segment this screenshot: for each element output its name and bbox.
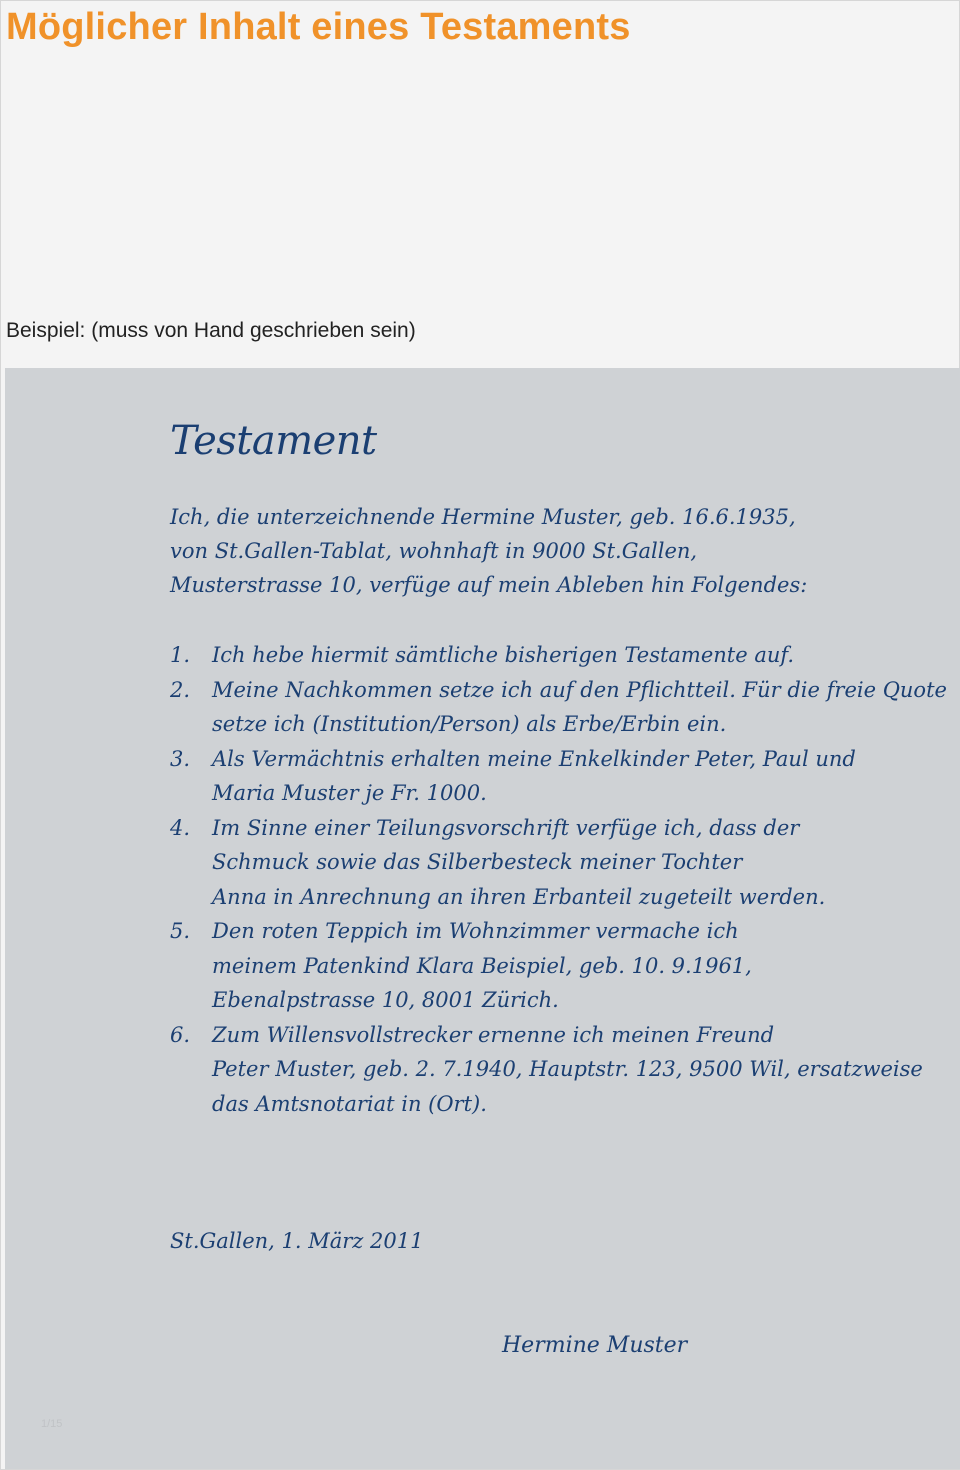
provision-item xyxy=(170,673,947,742)
provision-line: Zum Willensvollstrecker ernenne ich meinen Freund xyxy=(212,1022,775,1047)
signature: Hermine Muster xyxy=(502,1333,688,1358)
page-number: 1/15 xyxy=(41,1418,63,1430)
intro-line: Musterstrasse 10, verfüge auf mein Ableben hin Folgendes: xyxy=(170,573,808,597)
provision-text xyxy=(212,673,947,742)
provision-line: Schmuck sowie das Silberbesteck meiner Tochter xyxy=(212,850,743,874)
provision-line: Ich hebe hiermit sämtliche bisherigen Testamente auf. xyxy=(212,643,795,667)
intro-line: von St.Gallen-Tablat, wohnhaft in 9000 St.Gallen, xyxy=(170,539,698,563)
page-title: Möglicher Inhalt eines Testaments xyxy=(6,6,631,48)
provision-line: Maria Muster je Fr. 1000. xyxy=(212,781,487,805)
provision-line: setze ich (Institution/Person) als Erbe/Erbin ein. xyxy=(212,712,727,736)
provision-text xyxy=(212,742,910,811)
provision-text xyxy=(212,1018,923,1122)
provision-line: Peter Muster, geb. 2. 7.1940, Hauptstr. 123, 9500 Wil, ersatzweise xyxy=(212,1057,923,1081)
provision-line: Im Sinne einer Teilungsvorschrift verfüge ich, dass der xyxy=(212,815,800,840)
testament-intro xyxy=(170,500,890,602)
provision-number: 4. xyxy=(170,815,191,840)
provision-line: Als Vermächtnis erhalten meine Enkelkinder Peter, Paul und xyxy=(212,746,856,771)
provision-item xyxy=(170,811,910,915)
provision-number: 1. xyxy=(170,643,191,667)
provision-line: das Amtsnotariat in (Ort). xyxy=(212,1091,487,1116)
provision-line: Den roten Teppich im Wohnzimmer vermache ich xyxy=(212,919,739,943)
testament-provisions-list xyxy=(170,638,947,1121)
provision-text xyxy=(212,811,910,915)
provision-item xyxy=(170,914,910,1018)
provision-number: 2. xyxy=(170,677,191,702)
example-note: Beispiel: (muss von Hand geschrieben sein) xyxy=(6,319,416,342)
provision-line: Anna in Anrechnung an ihren Erbanteil zugeteilt werden. xyxy=(212,884,826,909)
provision-item xyxy=(170,638,910,673)
place-and-date: St.Gallen, 1. März 2011 xyxy=(170,1229,424,1253)
provision-item xyxy=(170,742,910,811)
provision-number: 3. xyxy=(170,746,191,771)
provision-line: meinem Patenkind Klara Beispiel, geb. 10. 9.1961, xyxy=(212,953,752,978)
provision-number: 5. xyxy=(170,919,191,943)
provision-line: Ebenalpstrasse 10, 8001 Zürich. xyxy=(212,988,559,1012)
provision-item xyxy=(170,1018,923,1122)
testament-letter-panel xyxy=(5,368,960,1469)
provision-text xyxy=(212,638,910,673)
testament-heading: Testament xyxy=(170,418,377,464)
provision-line: Meine Nachkommen setze ich auf den Pflichtteil. Für die freie Quote xyxy=(212,677,947,702)
intro-line: Ich, die unterzeichnende Hermine Muster, geb. 16.6.1935, xyxy=(170,505,796,529)
provision-number: 6. xyxy=(170,1022,191,1047)
provision-text xyxy=(212,914,910,1018)
